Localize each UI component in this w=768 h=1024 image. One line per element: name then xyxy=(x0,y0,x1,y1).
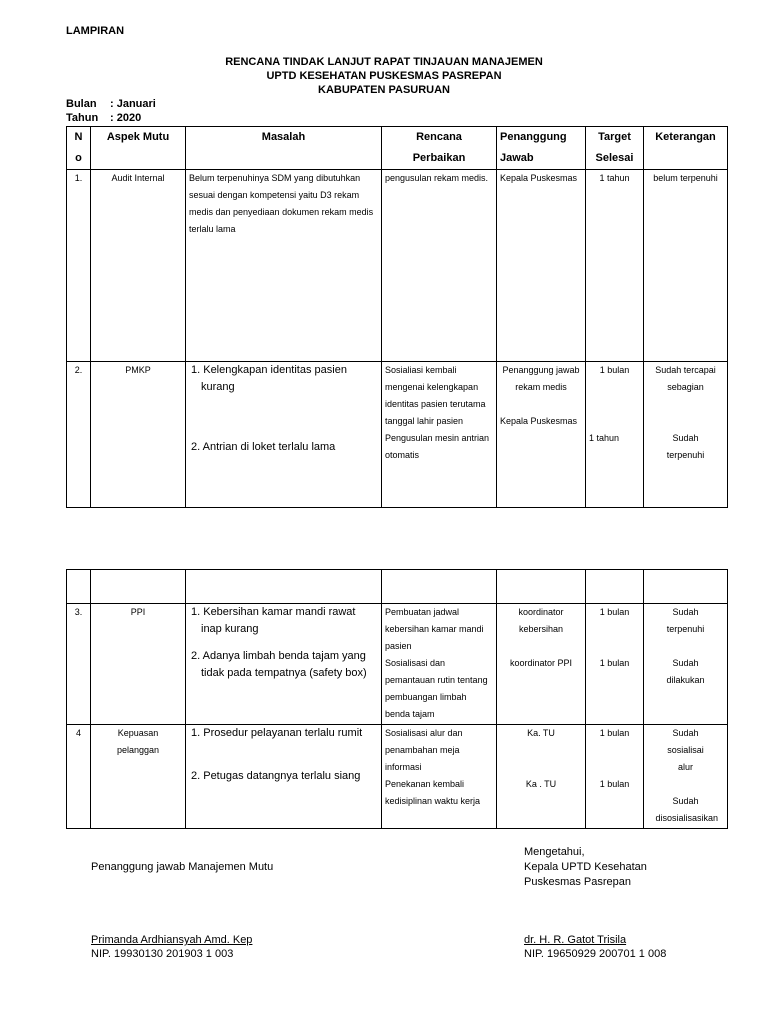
row-3-pj-1: koordinator kebersihan xyxy=(518,607,564,634)
row-4-target-2: 1 bulan xyxy=(599,779,630,789)
row-4-rencana-1: Sosialisasi alur dan penambahan meja informasi xyxy=(385,728,463,772)
row-3-no: 3. xyxy=(67,604,91,725)
row-2-rencana-1: Sosialiasi kembali mengenai kelengkapan identitas pasien terutama tanggal lahir pasien xyxy=(385,365,486,426)
document-title-line-3: KABUPATEN PASURUAN xyxy=(318,84,450,96)
left-sign-role: Penanggung jawab Manajemen Mutu xyxy=(91,861,274,873)
tahun-value: : 2020 xyxy=(110,112,142,124)
row-2-masalah-1: 1. Kelengkapan identitas pasien kurang xyxy=(191,364,347,393)
row-2-target-2: 1 tahun xyxy=(589,433,620,443)
rtl-table-part-1 xyxy=(66,126,728,508)
row-3-keterangan xyxy=(644,604,728,725)
row-4-target-1: 1 bulan xyxy=(599,728,630,738)
row-4-keterangan xyxy=(644,725,728,829)
row-1-masalah: Belum terpenuhinya SDM yang dibutuhkan sesuai dengan kompetensi yaitu D3 rekam medis dan penyediaan dokumen rekam medis terlalu lama xyxy=(186,170,382,362)
col-header-masalah: Masalah xyxy=(186,127,382,170)
row-4-pj-2: Ka . TU xyxy=(525,779,557,789)
row-2-rencana-2: Pengusulan mesin antrian otomatis xyxy=(385,433,490,460)
row-4-masalah-2: 2. Petugas datangnya terlalu siang xyxy=(191,770,361,782)
right-sign-nip: NIP. 19650929 200701 1 008 xyxy=(524,948,667,960)
row-4-target xyxy=(586,725,644,829)
row-2-keterangan-1: Sudah tercapai sebagian xyxy=(655,365,716,392)
row-3-rencana-1: Pembuatan jadwal kebersihan kamar mandi pasien xyxy=(385,607,484,651)
row-4-pj-1: Ka. TU xyxy=(527,728,555,738)
row-2-target-1: 1 bulan xyxy=(599,365,630,375)
row-4-pj xyxy=(497,725,586,829)
row-2-aspek: PMKP xyxy=(91,362,186,508)
table-row xyxy=(67,604,728,725)
row-4-keterangan-2: Sudah disosialisasikan xyxy=(655,796,719,823)
row-2-masalah xyxy=(186,362,382,508)
row-4-keterangan-1: Sudah sosialisai alur xyxy=(667,728,704,772)
bulan-row xyxy=(66,98,156,110)
col-header-aspek: Aspek Mutu xyxy=(91,127,186,170)
row-1-aspek: Audit Internal xyxy=(91,170,186,362)
row-3-rencana-2: Sosialisasi dan pemantauan rutin tentang pembuangan limbah benda tajam xyxy=(385,658,488,719)
row-1-target: 1 tahun xyxy=(586,170,644,362)
row-4-aspek: Kepuasan pelanggan xyxy=(91,725,186,829)
col-header-rencana: Rencana Perbaikan xyxy=(382,127,497,170)
row-4-rencana xyxy=(382,725,497,829)
row-3-aspek: PPI xyxy=(91,604,186,725)
right-sign-name: dr. H. R. Gatot Trisila xyxy=(524,934,627,946)
right-sign-line-3: Puskesmas Pasrepan xyxy=(524,876,631,888)
row-4-rencana-2: Penekanan kembali kedisiplinan waktu kerja xyxy=(385,779,481,806)
row-2-rencana xyxy=(382,362,497,508)
row-3-target-1: 1 bulan xyxy=(599,607,630,617)
right-sign-line-2: Kepala UPTD Kesehatan xyxy=(524,861,647,873)
row-2-no: 2. xyxy=(67,362,91,508)
left-sign-nip: NIP. 19930130 201903 1 003 xyxy=(91,948,234,960)
row-3-masalah xyxy=(186,604,382,725)
row-2-masalah-2: 2. Antrian di loket terlalu lama xyxy=(191,441,336,453)
rtl-table-part-2 xyxy=(66,569,728,829)
row-4-no: 4 xyxy=(67,725,91,829)
tahun-row xyxy=(66,112,141,124)
document-title-line-2: UPTD KESEHATAN PUSKESMAS PASREPAN xyxy=(266,70,502,82)
table-row xyxy=(67,725,728,829)
row-1-no: 1. xyxy=(67,170,91,362)
row-1-pj: Kepala Puskesmas xyxy=(497,170,586,362)
row-3-target xyxy=(586,604,644,725)
row-3-pj-2: koordinator PPI xyxy=(509,658,573,668)
bulan-value: : Januari xyxy=(110,98,156,110)
left-sign-name: Primanda Ardhiansyah Amd. Kep xyxy=(91,934,253,946)
row-4-masalah xyxy=(186,725,382,829)
col-header-target: Target Selesai xyxy=(586,127,644,170)
document-title-line-1: RENCANA TINDAK LANJUT RAPAT TINJAUAN MANAJEMEN xyxy=(225,56,543,68)
row-2-pj-1: Penanggung jawab rekam medis xyxy=(502,365,580,392)
table-row xyxy=(67,362,728,508)
table-row xyxy=(67,170,728,362)
table-header-row xyxy=(67,127,728,170)
row-3-pj xyxy=(497,604,586,725)
row-4-masalah-1: 1. Prosedur pelayanan terlalu rumit xyxy=(191,727,363,739)
row-2-pj-2: Kepala Puskesmas xyxy=(500,416,578,426)
row-3-keterangan-1: Sudah terpenuhi xyxy=(666,607,705,634)
lampiran-label: LAMPIRAN xyxy=(66,25,125,37)
col-header-keterangan: Keterangan xyxy=(644,127,728,170)
bulan-label: Bulan xyxy=(66,98,97,110)
row-1-rencana: pengusulan rekam medis. xyxy=(382,170,497,362)
row-3-rencana xyxy=(382,604,497,725)
table-empty-row xyxy=(67,570,728,604)
row-1-keterangan: belum terpenuhi xyxy=(644,170,728,362)
col-header-penanggung-jawab: Penanggung Jawab xyxy=(497,127,586,170)
row-2-keterangan xyxy=(644,362,728,508)
row-3-masalah-2: 2. Adanya limbah benda tajam yang tidak pada tempatnya (safety box) xyxy=(191,650,367,679)
col-header-no: N o xyxy=(67,127,91,170)
row-3-target-2: 1 bulan xyxy=(599,658,630,668)
row-2-target xyxy=(586,362,644,508)
row-3-keterangan-2: Sudah dilakukan xyxy=(666,658,705,685)
right-sign-line-1: Mengetahui, xyxy=(524,846,585,858)
row-2-pj xyxy=(497,362,586,508)
tahun-label: Tahun xyxy=(66,112,99,124)
row-2-keterangan-2: Sudah terpenuhi xyxy=(666,433,705,460)
row-3-masalah-1: 1. Kebersihan kamar mandi rawat inap kurang xyxy=(191,606,356,635)
